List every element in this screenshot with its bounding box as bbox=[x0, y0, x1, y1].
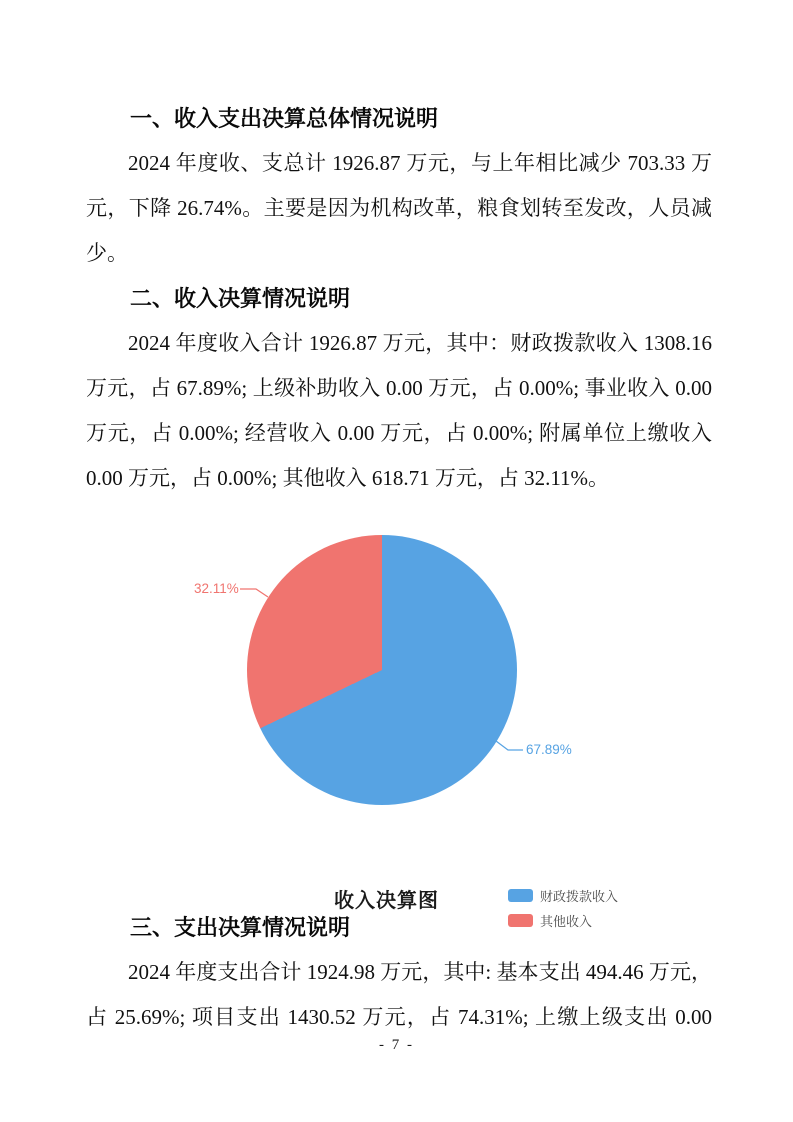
section-1-paragraph: 2024 年度收、支总计 1926.87 万元，与上年相比减少 703.33 万元，下降 26.74%。主要是因为机构改革，粮食划转至发改，人员减少。 bbox=[86, 151, 712, 265]
section-2-heading: 二、收入决算情况说明 bbox=[130, 286, 351, 311]
legend-label-fiscal: 财政拨款收入 bbox=[540, 888, 619, 904]
legend-item-fiscal bbox=[508, 888, 618, 902]
pie-label-fiscal: 67.89% bbox=[526, 742, 572, 757]
section-3-paragraph: 2024 年度支出合计 1924.98 万元，其中: 基本支出 494.46 万元，占 25.69%; 项目支出 1430.52 万元，占 74.31%; 上缴上级支出 0.00 bbox=[86, 960, 712, 1029]
pie-label-other: 32.11% bbox=[194, 581, 239, 596]
chart-title: 收入决算图 bbox=[334, 890, 439, 912]
section-1-heading: 一、收入支出决算总体情况说明 bbox=[130, 106, 439, 131]
pie bbox=[247, 535, 517, 805]
legend-swatch-fiscal-icon bbox=[508, 889, 533, 902]
legend-label-other: 其他收入 bbox=[540, 913, 593, 929]
section-3-heading: 三、支出决算情况说明 bbox=[130, 915, 351, 940]
section-2-paragraph: 2024 年度收入合计 1926.87 万元，其中：财政拨款收入 1308.16 万元，占 67.89%; 上级补助收入 0.00 万元，占 0.00%; 事业收入 0.00 万元，占 0.00%; 经营收入 0.00 万元，占 0.00%; 附属单位上缴收入 0.00 万元，占 0.00%; 其他收入 618.71 万元，占 32.11%。 bbox=[86, 331, 712, 490]
bottom-text-block bbox=[86, 905, 712, 1040]
page-number: - 7 - bbox=[379, 1037, 414, 1053]
